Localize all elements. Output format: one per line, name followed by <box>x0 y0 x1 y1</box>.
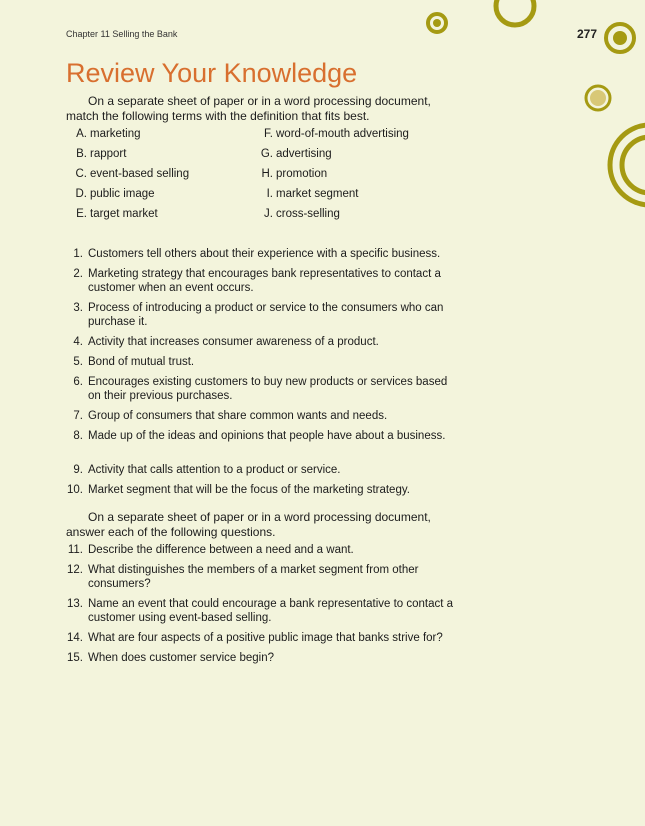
term-item: A. marketing <box>76 128 141 140</box>
section-title: Review Your Knowledge <box>66 58 358 88</box>
ring-mid-right <box>586 86 610 110</box>
term-row <box>70 168 470 184</box>
definition-item: 7. Group of consumers that share common wants and needs. <box>73 410 388 422</box>
ring-top-arc <box>496 0 534 25</box>
term-item: D. public image <box>75 188 155 200</box>
definition-item: 8. Made up of the ideas and opinions that people have about a business. <box>73 430 446 442</box>
question-item: 12. What distinguishes the members of a market segment from other consumers? <box>67 564 419 590</box>
ring-large-right-inner <box>622 137 645 193</box>
matching-instructions-text: On a separate sheet of paper or in a word processing document, match the following terms with the definition that fits best. <box>66 94 431 123</box>
matching-instructions <box>66 94 456 124</box>
questions-instructions <box>66 510 456 540</box>
term-item: F. word-of-mouth advertising <box>264 128 409 140</box>
question-item: 11. Describe the difference between a need and a want. <box>67 544 354 556</box>
question-item: 15. When does customer service begin? <box>67 652 275 664</box>
term-item: J. cross-selling <box>264 208 340 220</box>
ring-page-number <box>606 24 634 52</box>
definition-item: 4. Activity that increases consumer awareness of a product. <box>73 336 379 348</box>
term-item: G. advertising <box>260 148 332 160</box>
definition-item: 6. Encourages existing customers to buy new products or services based on their previous purchases. <box>73 376 448 402</box>
definition-item: 1. Customers tell others about their experience with a specific business. <box>73 248 441 260</box>
definition-item: 3. Process of introducing a product or service to the consumers who can purchase it. <box>73 302 444 328</box>
question-item: 14. What are four aspects of a positive public image that banks strive for? <box>67 632 443 644</box>
definition-item: 2. Marketing strategy that encourages bank representatives to contact a customer when an event occurs. <box>73 268 441 294</box>
term-item: C. event-based selling <box>75 168 190 180</box>
ring-page-number-dot <box>613 31 627 45</box>
ring-mid-right-fill <box>590 90 606 106</box>
definition-item: 9. Activity that calls attention to a product or service. <box>73 464 341 476</box>
definition-item: 10. Market segment that will be the focus of the marketing strategy. <box>67 484 410 496</box>
term-row <box>70 128 470 144</box>
questions-instructions-text: On a separate sheet of paper or in a word processing document, answer each of the following questions. <box>66 510 431 539</box>
term-row <box>70 188 470 204</box>
term-item: E. target market <box>76 208 158 220</box>
chapter-header: Chapter 11 Selling the Bank <box>66 29 178 39</box>
term-row <box>70 208 470 224</box>
ring-small-top-dot <box>433 19 441 27</box>
term-item: H. promotion <box>261 168 328 180</box>
term-item: I. market segment <box>266 188 359 200</box>
page-number: 277 <box>577 27 598 41</box>
term-item: B. rapport <box>76 148 127 160</box>
question-item: 13. Name an event that could encourage a bank representative to contact a customer using event-based selling. <box>67 598 454 624</box>
ring-large-right-outer <box>610 125 645 205</box>
term-row <box>70 148 470 164</box>
ring-small-top <box>428 14 446 32</box>
definition-item: 5. Bond of mutual trust. <box>73 356 195 368</box>
